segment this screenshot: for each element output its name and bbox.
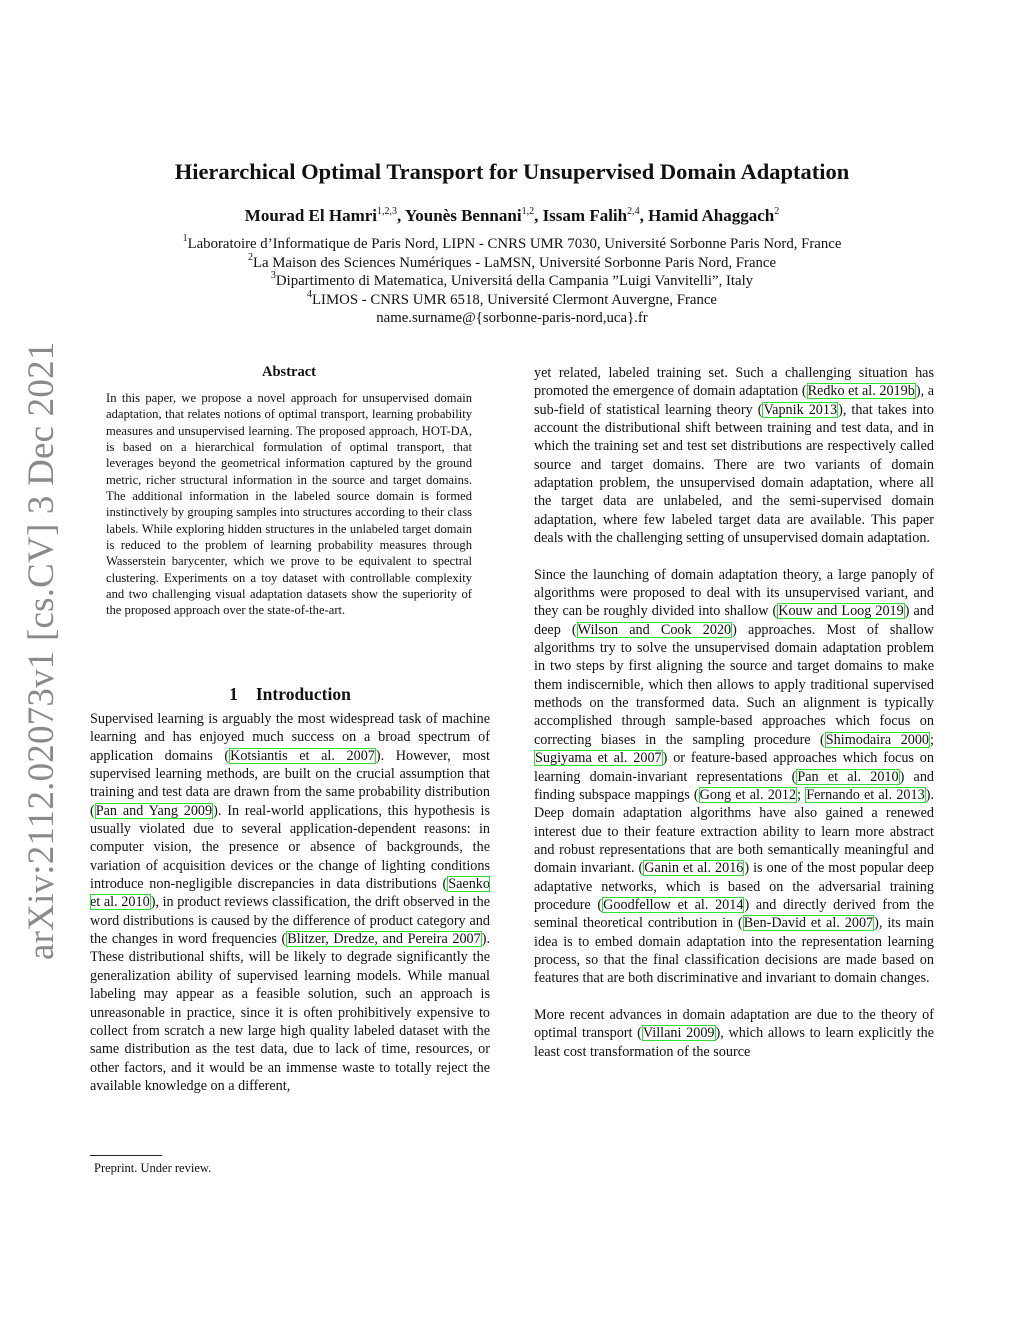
citation-link[interactable]: Kouw and Loog 2019 [778,603,904,620]
abstract-text: In this paper, we propose a novel approach for unsupervised domain adaptation, that relates notions of optimal transport, learning probability measures and unsupervised learning. The proposed approach, HOT-DA, is based on a hierarchical formulation of optimal transport, that leverages beyond the geometrical information captured by the ground metric, richer structural information in the source and target domains. The additional information in the labeled source domain is formed instinctively by grouping samples into structures according to their class labels. While exploring hidden structures in the unlabeled target domain is reduced to the problem of learning probability measures through Wasserstein barycenter, which we prove to be equivalent to spectral clustering. Experiments on a toy dataset with controllable complexity and two challenging visual adaptation datasets show the superiority of the proposed approach over the state-of-the-art. [106,391,472,618]
paragraph-text-run: ). These distributional shifts, will be likely to degrade significantly the generalization ability of supervised learning models. While manual labeling may appear as a feasible solution, such an approach is unreasonable in practice, since it is often prohibitively expensive to collect from scratch a new large high quality labeled dataset with the same distribution as the test data, due to lack of time, resources, or other factors, and it would be an immense waste to totally reject the available knowledge on a different, [90,931,491,1094]
abstract-heading: Abstract [262,364,316,380]
paragraph-text-run: ). In real-world applications, this hypothesis is usually violated due to several application-dependent reasons: in computer vision, the presence or absence of backgrounds, the variation of acquisition devices or the change of lighting conditions introduce non-negligible discrepancies in data distributions ( [90,802,490,893]
author-list [0,206,1024,226]
section-title: Introduction [255,684,351,704]
section-heading-introduction [90,684,490,705]
paragraph-text-run: ), which allows to learn explicitly the least cost transformation of the source [534,1025,934,1060]
affiliation-line [0,251,1024,273]
footnote-text: Preprint. Under review. [94,1161,212,1175]
citation-link[interactable]: Gong et al. 2012 [699,786,797,803]
paragraph-text-run: ), a sub-field of statistical learning theory ( [534,383,934,418]
affiliation-text: Dipartimento di Matematica, Universitá della Campania ”Luigi Vanvitelli”, Italy [275,273,754,289]
author-separator: , [534,206,543,225]
paragraph-text-run: ) and deep ( [534,603,934,638]
paragraph-text-run: ), in product reviews classification, the drift observed in the word distributions is caused by the difference of product category and the changes in word frequencies ( [90,894,490,948]
body-paragraph [534,1006,934,1061]
citation-link[interactable]: Redko et al. 2019b [807,383,915,400]
footnote-divider [90,1155,162,1156]
affiliation-text: LIMOS - CNRS UMR 6518, Université Clermont Auvergne, France [312,291,717,308]
author-email: name.surname@{sorbonne-paris-nord,uca}.fr [376,310,648,326]
affiliation-text: La Maison des Sciences Numériques - LaMSN, Université Sorbonne Paris Nord, France [252,254,777,271]
citation-link[interactable]: Wilson and Cook 2020 [577,621,732,638]
affiliation-line [0,288,1024,310]
body-paragraph [534,566,934,988]
citation-link[interactable]: Blitzer, Dredze, and Pereira 2007 [287,931,481,948]
author-name: Hamid Ahaggach [648,206,775,225]
paragraph-text-run: ), its main idea is to embed domain adaptation into the representation learning process, so that the final classification decisions are made based on features that are both discriminative and invariant to domain changes. [534,915,935,987]
paragraph-text-run: ). Deep domain adaptation algorithms have also gained a renewed interest due to their feature extraction ability to learn more abstract and robust representations that are both semantically meaningful and domain invariant. ( [534,786,934,877]
paragraph-text-run: Since the launching of domain adaptation theory, a large panoply of algorithms were proposed to deal with its unsupervised variant, and they can be roughly divided into shallow ( [534,566,934,620]
paragraph-text-run: ; [797,786,806,803]
paragraph-text-run: ). However, most supervised learning methods, are built on the crucial assumption that training and test data are drawn from the same probability distribution ( [90,747,490,819]
author-name: Younès Bennani [404,206,522,225]
citation-link[interactable]: Pan and Yang 2009 [95,802,213,819]
affiliation-list [0,235,1024,328]
paragraph-text-run: ) and directly derived from the seminal theoretical contribution in ( [534,896,934,932]
paragraph-text-run: ) or feature-based approaches which focus on learning domain-invariant representations ( [534,750,934,785]
citation-link[interactable]: Saenko et al. 2010 [90,876,490,911]
paper-title: Hierarchical Optimal Transport for Unsupervised Domain Adaptation [174,159,850,184]
paragraph-text-run: Supervised learning is arguably the most widespread task of machine learning and has enjoyed much success on a broad spectrum of application domains ( [90,711,490,764]
affiliation-line [0,235,1024,254]
affiliation-marker: 4 [307,288,313,300]
paragraph-text-run: More recent advances in domain adaptation are due to the theory of optimal transport ( [534,1006,934,1042]
author-name: Issam Falih [542,206,628,225]
author-affiliation-marker: 2 [774,206,780,217]
citation-link[interactable]: Fernando et al. 2013 [806,786,925,803]
citation-link[interactable]: Villani 2009 [642,1025,715,1042]
author-separator: , [397,206,405,225]
citation-link[interactable]: Pan et al. 2010 [797,768,899,785]
paragraph-text-run: ) and finding subspace mappings ( [534,768,935,803]
affiliation-line [0,272,1024,291]
section-number: 1 [229,684,238,704]
paragraph-text-run: ), that takes into account the distributional shift between training and test data, and in which the training set and test set distributions are respectively called source and target domains. There are two variants of domain adaptation problem, the unsupervised domain adaptation, where all the target data are unlabeled, and the semi-supervised domain adaptation, where few labeled target data are available. This paper deals with the challenging setting of unsupervised domain adaptation. [534,401,934,547]
author-affiliation-marker: 1,2 [521,206,535,217]
affiliation-marker: 1 [182,233,188,244]
affiliation-marker: 2 [247,251,253,263]
author-name: Mourad El Hamri [244,206,377,225]
affiliation-text: Laboratoire d’Informatique de Paris Nord, LIPN - CNRS UMR 7030, Université Sorbonne Paris Nord, France [187,236,842,252]
paragraph-text-run: ) approaches. Most of shallow algorithms try to solve the unsupervised domain adaptation problem in two steps by first aligning the source and target domains to make them indiscernible, which then allows to apply traditional supervised methods on the transformed data. Such an alignment is typically accomplished through sample-based approaches which focus on correcting biases in the sampling procedure ( [534,621,934,748]
author-separator: , [639,206,649,225]
citation-link[interactable]: Kotsiantis et al. 2007 [230,747,375,764]
author-affiliation-marker: 1,2,3 [377,206,397,217]
body-paragraph [534,364,934,547]
right-column [534,364,934,1079]
citation-link[interactable]: Shimodaira 2000 [825,731,930,748]
citation-link[interactable]: Sugiyama et al. 2007 [535,750,662,767]
citation-link[interactable]: Vapnik 2013 [763,401,838,418]
introduction-paragraph-left [90,710,490,1095]
paragraph-text-run: yet related, labeled training set. Such a challenging situation has promoted the emergence of domain adaptation ( [534,365,934,400]
affiliation-marker: 3 [270,270,276,281]
paragraph-text-run: ) is one of the most popular deep adaptative networks, which is based on the adversarial training procedure ( [534,860,934,913]
citation-link[interactable]: Goodfellow et al. 2014 [603,896,744,913]
author-affiliation-marker: 2,4 [627,206,640,217]
arxiv-identifier-stamp: arXiv:2112.02073v1 [cs.CV] 3 Dec 2021 [21,341,62,960]
citation-link[interactable]: Ben-David et al. 2007 [743,915,874,932]
paragraph-text-run: ; [930,731,934,748]
citation-link[interactable]: Ganin et al. 2016 [644,860,744,877]
